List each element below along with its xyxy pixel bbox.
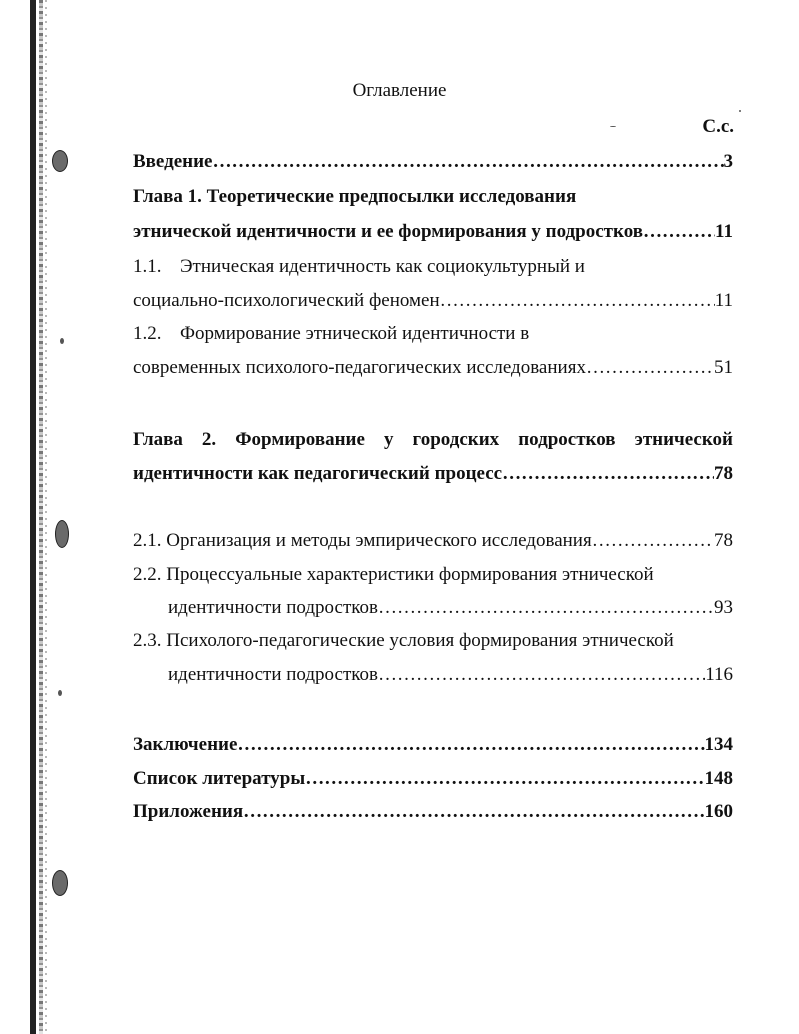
toc-section-1-2-line2[interactable]: современных психолого-педагогических исследованиях ……………………………………………………………………………………………………………………………… 51 — [133, 356, 733, 380]
page-number: 78 — [714, 530, 733, 551]
toc-section-2-2-line2[interactable]: идентичности подростков ……………………………………………………………………………………………………………………………… 93 — [168, 596, 733, 620]
toc-section-2-3-line1[interactable]: 2.3. Психолого-педагогические условия формирования этнической — [133, 630, 674, 651]
toc-section-2-2-line1[interactable]: 2.2. Процессуальные характеристики формирования этнической — [133, 564, 654, 585]
toc-entry-references[interactable]: Список литературы ……………………………………………………………………………………………………………………………… 148 — [133, 767, 733, 791]
punch-hole-3 — [52, 870, 68, 896]
page-number: 160 — [704, 801, 733, 822]
scan-speck — [610, 126, 616, 127]
toc-chapter-2-line2[interactable]: идентичности как педагогический процесс ……………………………………………………………………………………………………………………………… 78 — [133, 462, 733, 486]
toc-section-1-1-line1[interactable]: 1.1. Этническая идентичность как социокультурный и — [133, 256, 585, 277]
punch-hole-2 — [55, 520, 69, 548]
toc-section-2-3-line2[interactable]: идентичности подростков ……………………………………………………………………………………………………………………………… 116 — [168, 663, 733, 687]
toc-section-2-1[interactable]: 2.1. Организация и методы эмпирического исследования ……………………………………………………………………………………………………………………………… 78 — [133, 529, 733, 553]
toc-entry-appendix[interactable]: Приложения ……………………………………………………………………………………………………………………………… 160 — [133, 800, 733, 824]
toc-entry-conclusion[interactable]: Заключение ……………………………………………………………………………………………………………………………… 134 — [133, 733, 733, 757]
toc-section-1-2-line1[interactable]: 1.2. Формирование этнической идентичности в — [133, 323, 530, 344]
binding-edge — [30, 0, 36, 1034]
scan-speck — [739, 110, 741, 112]
page-title: Оглавление — [352, 80, 447, 101]
page-number: 78 — [714, 463, 733, 484]
page-number: 116 — [705, 664, 733, 685]
page-number: 3 — [723, 151, 733, 172]
page-number: 134 — [704, 734, 733, 755]
page-number: 93 — [714, 597, 733, 618]
toc-chapter-1-line1[interactable]: Глава 1. Теоретические предпосылки исследования — [133, 186, 577, 207]
toc-entry-intro[interactable]: Введение ……………………………………………………………………………………………………………………………… 3 — [133, 150, 733, 174]
toc-chapter-1-line2[interactable]: этнической идентичности и ее формирования у подростков ……………………………………………………………………………………………………………………………… 11 — [133, 220, 733, 244]
scan-speck — [60, 338, 64, 344]
page-number: 11 — [714, 290, 733, 311]
page-number: 148 — [704, 768, 733, 789]
binding-edge-texture — [39, 0, 43, 1034]
binding-edge-dots — [45, 0, 47, 1034]
punch-hole-1 — [52, 150, 68, 172]
scan-speck — [58, 690, 62, 696]
page-number: 11 — [715, 221, 733, 242]
pages-column-label: С.с. — [702, 116, 734, 137]
page-number: 51 — [714, 357, 733, 378]
toc-chapter-2-line1[interactable]: Глава 2. Формирование у городских подростков этнической — [133, 429, 733, 450]
toc-section-1-1-line2[interactable]: социально-психологический феномен ……………………………………………………………………………………………………………………………… 11 — [133, 289, 733, 313]
